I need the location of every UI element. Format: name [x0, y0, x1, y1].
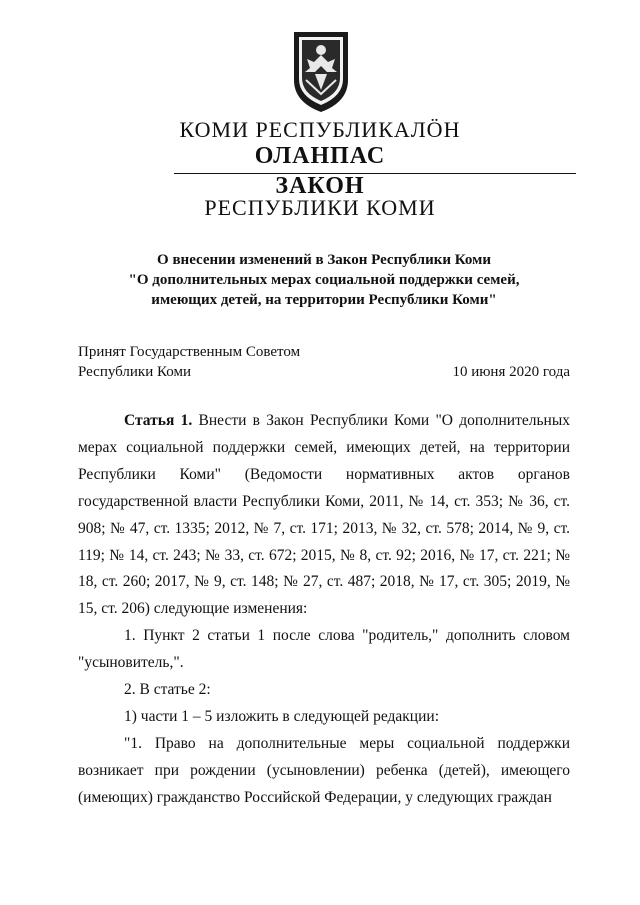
adopted-row: [78, 362, 570, 382]
header-olanpas: ОЛАНПАС: [254, 143, 386, 169]
adoption-date: 10 июня 2020 года: [452, 364, 570, 380]
article-1-text: Внести в Закон Республики Коми "О дополнительных мерах социальной поддержки семей, имеющих детей, на территории Республики Коми" (Ведомости нормативных актов органов государственной власти Республики Коми, 2011, № 14, ст. 353; № 36, ст. 908; № 47, ст. 1335; 2012, № 7, ст. 171; 2013, № 32, ст. 578; 2014, № 9, ст. 119; № 14, ст. 243; № 33, ст. 672; 2015, № 8, ст. 92; 2016, № 17, ст. 221; № 18, ст. 260; 2017, № 9, ст. 148; № 27, ст. 487; 2018, № 17, ст. 305; 2019, № 15, ст. 206) следующие изменения:: [78, 412, 570, 618]
header-republic-komi-lang: КОМИ РЕСПУБЛИКАЛÖН: [179, 117, 461, 142]
article-1-label: Статья 1.: [124, 412, 193, 429]
item-2-paragraph: 2. В статье 2:: [124, 681, 211, 699]
header-republic-ru: РЕСПУБЛИКИ КОМИ: [204, 195, 436, 220]
document-body: [78, 408, 570, 812]
coat-of-arms-icon: [290, 28, 352, 114]
document-title: [78, 250, 570, 310]
adopted-line-1: Принят Государственным Советом: [78, 344, 301, 360]
item-3-paragraph: 1) части 1 – 5 изложить в следующей редакции:: [124, 707, 439, 725]
item-1-paragraph: 1. Пункт 2 статьи 1 после слова "родитель," дополнить словом "усыновитель,".: [78, 627, 570, 672]
header-zakon: ЗАКОН: [275, 173, 365, 199]
title-line-3: имеющих детей, на территории Республики Коми": [151, 292, 497, 308]
article-1-paragraph: [78, 408, 570, 623]
title-line-2: "О дополнительных мерах социальной поддержки семей,: [128, 272, 520, 288]
title-line-1: О внесении изменений в Закон Республики Коми: [157, 252, 491, 268]
adopted-line-2: Республики Коми: [78, 364, 191, 380]
adoption-block: [78, 342, 570, 382]
item-4-paragraph: "1. Право на дополнительные меры социальной поддержки возникает при рождении (усыновлении) ребенка (детей), имеющего (имеющих) гражданство Российской Федерации, у следующих граждан: [78, 734, 570, 806]
